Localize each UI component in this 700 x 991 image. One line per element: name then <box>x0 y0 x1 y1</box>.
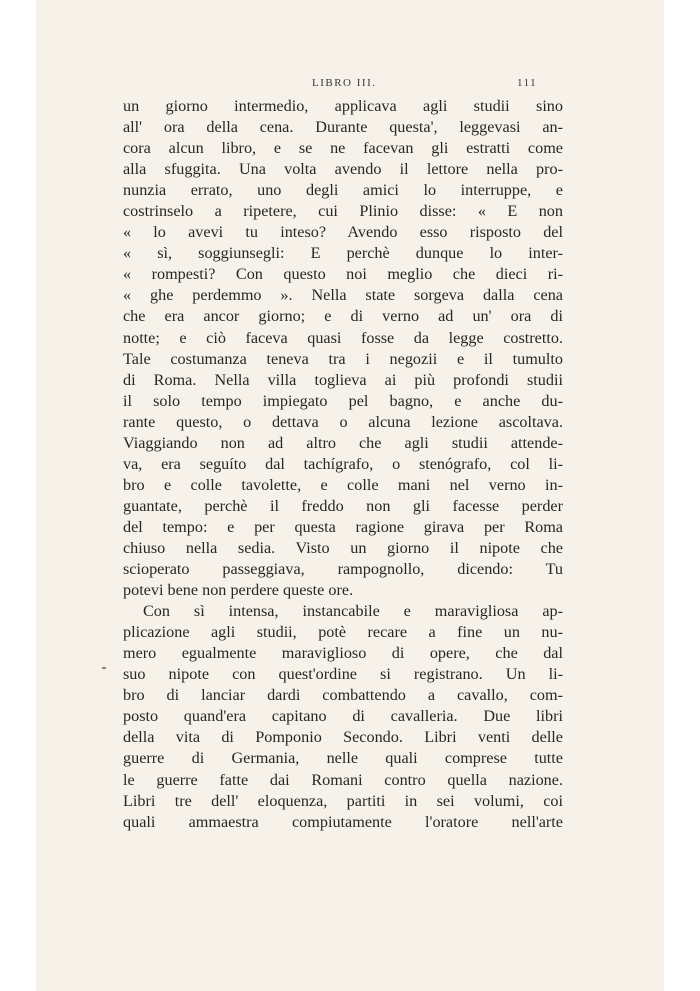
paragraph-1 <box>123 96 563 601</box>
text-line: notte; e ciò faceva quasi fosse da legge costretto. <box>123 328 563 347</box>
text-line: « ghe perdemmo ». Nella state sorgeva dalla cena <box>123 286 563 305</box>
text-line: bro di lanciar dardi combattendo a cavallo, com- <box>123 686 563 705</box>
text-line: costrinselo a ripetere, cui Plinio disse: « E non <box>123 202 563 221</box>
text-line: Viaggiando non ad altro che agli studii attende- <box>123 433 563 452</box>
body-text <box>123 96 563 833</box>
text-line: Con sì intensa, instancabile e maravigliosa ap- <box>143 602 563 621</box>
text-line: il solo tempo impiegato pel bagno, e anche du- <box>123 391 563 410</box>
text-line: di Roma. Nella villa toglieva ai più profondi studii <box>123 370 563 389</box>
text-line: del tempo: e per questa ragione girava per Roma <box>123 517 563 536</box>
page-number: 111 <box>517 77 538 89</box>
running-title: LIBRO III. <box>312 77 377 89</box>
text-line: posto quand'era capitano di cavalleria. Due libri <box>123 707 563 726</box>
text-line: quali ammaestra compiutamente l'oratore nell'arte <box>123 812 563 831</box>
book-page <box>36 0 664 991</box>
text-line: le guerre fatte dai Romani contro quella nazione. <box>123 770 563 789</box>
text-line: cora alcun libro, e se ne facevan gli estratti come <box>123 139 563 158</box>
text-line: mero egualmente maraviglioso di opere, che dal <box>123 644 563 663</box>
text-line: Tale costumanza teneva tra i negozii e il tumulto <box>123 349 563 368</box>
text-line: della vita di Pomponio Secondo. Libri venti delle <box>123 728 563 747</box>
text-line: « rompesti? Con questo noi meglio che dieci ri- <box>123 265 563 284</box>
text-line: guerre di Germania, nelle quali comprese tutte <box>123 749 563 768</box>
text-line: rante questo, o dettava o alcuna lezione ascoltava. <box>123 412 563 431</box>
margin-mark <box>102 667 106 669</box>
text-line: Libri tre dell' eloquenza, partiti in sei volumi, coi <box>123 791 563 810</box>
text-line: va, era seguíto dal tachígrafo, o stenógrafo, col li- <box>123 454 563 473</box>
paragraph-2 <box>123 601 563 833</box>
text-line: nunzia errato, uno degli amici lo interruppe, e <box>123 181 563 200</box>
text-line: che era ancor giorno; e di verno ad un' ora di <box>123 307 563 326</box>
running-header <box>36 77 664 93</box>
text-line: « lo avevi tu inteso? Avendo esso risposto del <box>123 223 563 242</box>
text-line: alla sfuggita. Una volta avendo il lettore nella pro- <box>123 160 563 179</box>
text-line: plicazione agli studii, potè recare a fine un nu- <box>123 623 563 642</box>
text-line: potevi bene non perdere queste ore. <box>123 581 354 600</box>
text-line: chiuso nella sedia. Visto un giorno il nipote che <box>123 538 563 557</box>
text-line: guantate, perchè il freddo non gli facesse perder <box>123 496 563 515</box>
text-line: all' ora della cena. Durante questa', leggevasi an- <box>123 118 563 137</box>
text-line: un giorno intermedio, applicava agli studii sino <box>123 97 563 115</box>
text-line: suo nipote con quest'ordine si registrano. Un li- <box>123 665 563 684</box>
text-line: « sì, soggiunsegli: E perchè dunque lo inter- <box>123 244 563 263</box>
text-line: scioperato passeggiava, rampognollo, dicendo: Tu <box>123 560 563 579</box>
text-line: bro e colle tavolette, e colle mani nel verno in- <box>123 475 563 494</box>
